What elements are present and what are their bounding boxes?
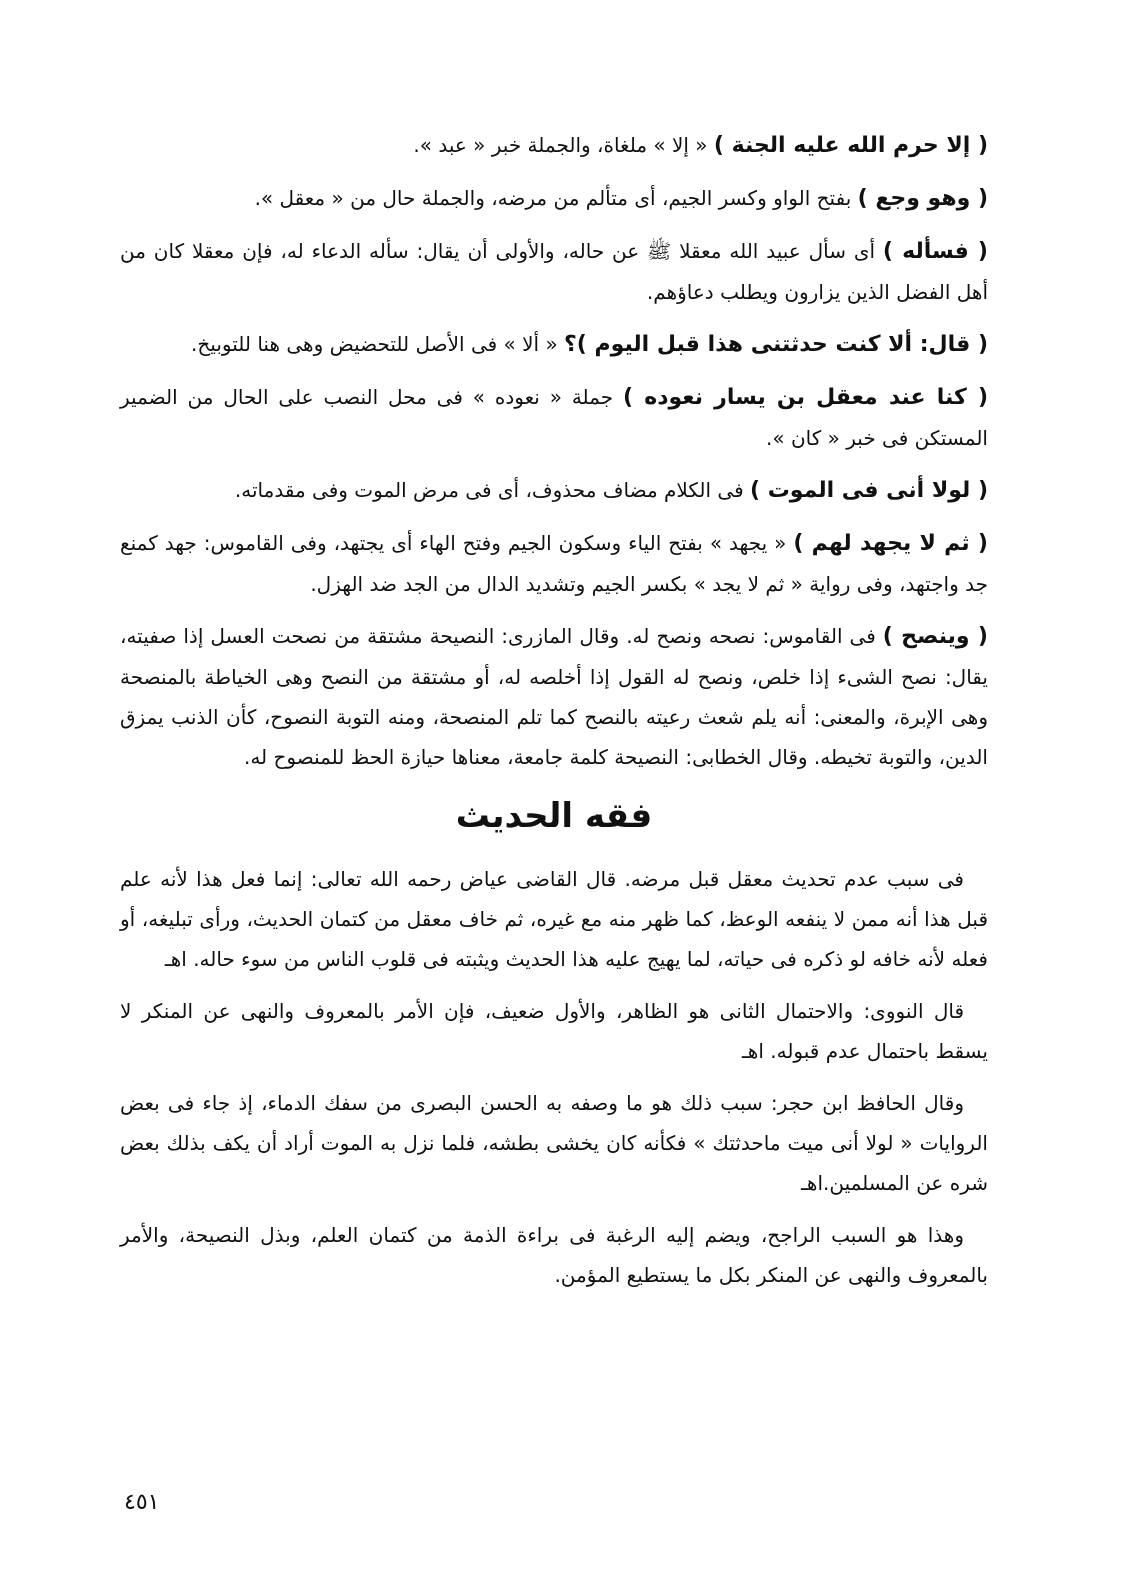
commentary-entry bbox=[120, 616, 988, 777]
commentary-entry bbox=[120, 324, 988, 365]
commentary-text: جملة « نعوده » فى محل النصب على الحال من الضمير المستكن فى خبر « كان ». bbox=[120, 385, 988, 450]
page-number: ٤٥١ bbox=[124, 1490, 160, 1515]
section-heading: فقه الحديث bbox=[455, 796, 653, 836]
hadith-lemma: ( وهو وجع ) bbox=[857, 186, 988, 211]
commentary-entry bbox=[120, 470, 988, 511]
commentary-text: « يجهد » بفتح الياء وسكون الجيم وفتح الهاء أى يجتهد، وفى القاموس: جهد كمنع جد واجتهد، وفى رواية « ثم لا يجد » بكسر الجيم وتشديد الدال من الجد ضد الهزل. bbox=[120, 531, 988, 596]
hadith-lemma: ( قال: ألا كنت حدثتنى هذا قبل اليوم )؟ bbox=[564, 332, 988, 357]
hadith-lemma: ( لولا أنى فى الموت ) bbox=[749, 478, 988, 503]
commentary-entry bbox=[120, 377, 988, 458]
commentary-text: « إلا » ملغاة، والجملة خبر « عبد ». bbox=[413, 133, 714, 157]
commentary-entry bbox=[120, 523, 988, 604]
hadith-lemma: ( إلا حرم الله عليه الجنة ) bbox=[713, 133, 988, 158]
hadith-lemma: ( كنا عند معقل بن يسار نعوده ) bbox=[622, 385, 988, 410]
commentary-text: « ألا » فى الأصل للتحضيض وهى هنا للتوبيخ. bbox=[191, 332, 565, 356]
commentary-text: فى الكلام مضاف محذوف، أى فى مرض الموت وفى مقدماته. bbox=[234, 478, 750, 502]
body-paragraph: فى سبب عدم تحديث معقل قبل مرضه. قال القاضى عياض رحمه الله تعالى: إنما فعل هذا لأنه علم قبل هذا أنه ممن لا ينفعه الوعظ، كما ظهر منه مع غيره، ثم خاف معقل من كتمان الحديث، ورأى تبليغه، أو فعله لأنه خافه لو ذكره فى حياته، لما يهيج عليه هذا الحديث ويثبته فى قلوب الناس من سوء حاله. اهـ bbox=[120, 867, 988, 971]
hadith-lemma: ( فسأله ) bbox=[882, 239, 988, 264]
commentary-text: فى القاموس: نصحه ونصح له. وقال المازرى: النصيحة مشتقة من نصحت العسل إذا صفيته، يقال: نصح الشىء إذا خلص، ونصح له القول إذا أخلصه له، أو مشتقة من النصح وهى الخياطة بالمنصحة وهى الإبرة، والمعنى: أنه يلم شعث رعيته بالنصح كما تلم المنصحة، ومنه التوبة النصوح، كأن الذنب يمزق الدين، والتوبة تخيطه. وقال الخطابى: النصيحة كلمة جامعة، معناها حيازة الحظ للمنصوح له. bbox=[120, 624, 988, 769]
commentary-entry bbox=[120, 125, 988, 166]
page-body bbox=[120, 125, 988, 1311]
commentary-text: بفتح الواو وكسر الجيم، أى متألم من مرضه، والجملة حال من « معقل ». bbox=[254, 186, 858, 210]
body-paragraph: قال النووى: والاحتمال الثانى هو الظاهر، والأول ضعيف، فإن الأمر بالمعروف والنهى عن المنكر لا يسقط باحتمال عدم قبوله. اهـ bbox=[120, 999, 988, 1063]
hadith-lemma: ( ثم لا يجهد لهم ) bbox=[793, 531, 988, 556]
hadith-lemma: ( وينصح ) bbox=[882, 624, 988, 649]
commentary-entry bbox=[120, 231, 988, 312]
body-paragraph: وهذا هو السبب الراجح، ويضم إليه الرغبة فى براءة الذمة من كتمان العلم، وبذل النصيحة، والأمر بالمعروف والنهى عن المنكر بكل ما يستطيع المؤمن. bbox=[120, 1223, 988, 1287]
commentary-text: أى سأل عبيد الله معقلا ﷺ عن حاله، والأولى أن يقال: سأله الدعاء له، فإن معقلا كان من أهل الفضل الذين يزارون ويطلب دعاؤهم. bbox=[120, 239, 988, 304]
body-paragraph: وقال الحافظ ابن حجر: سبب ذلك هو ما وصفه به الحسن البصرى من سفك الدماء، إذ جاء فى بعض الروايات « لولا أنى ميت ماحدثتك » فكأنه كان يخشى بطشه، فلما نزل به الموت أراد أن يكف بذلك بعض شره عن المسلمين.اهـ bbox=[120, 1091, 988, 1195]
commentary-entry bbox=[120, 178, 988, 219]
